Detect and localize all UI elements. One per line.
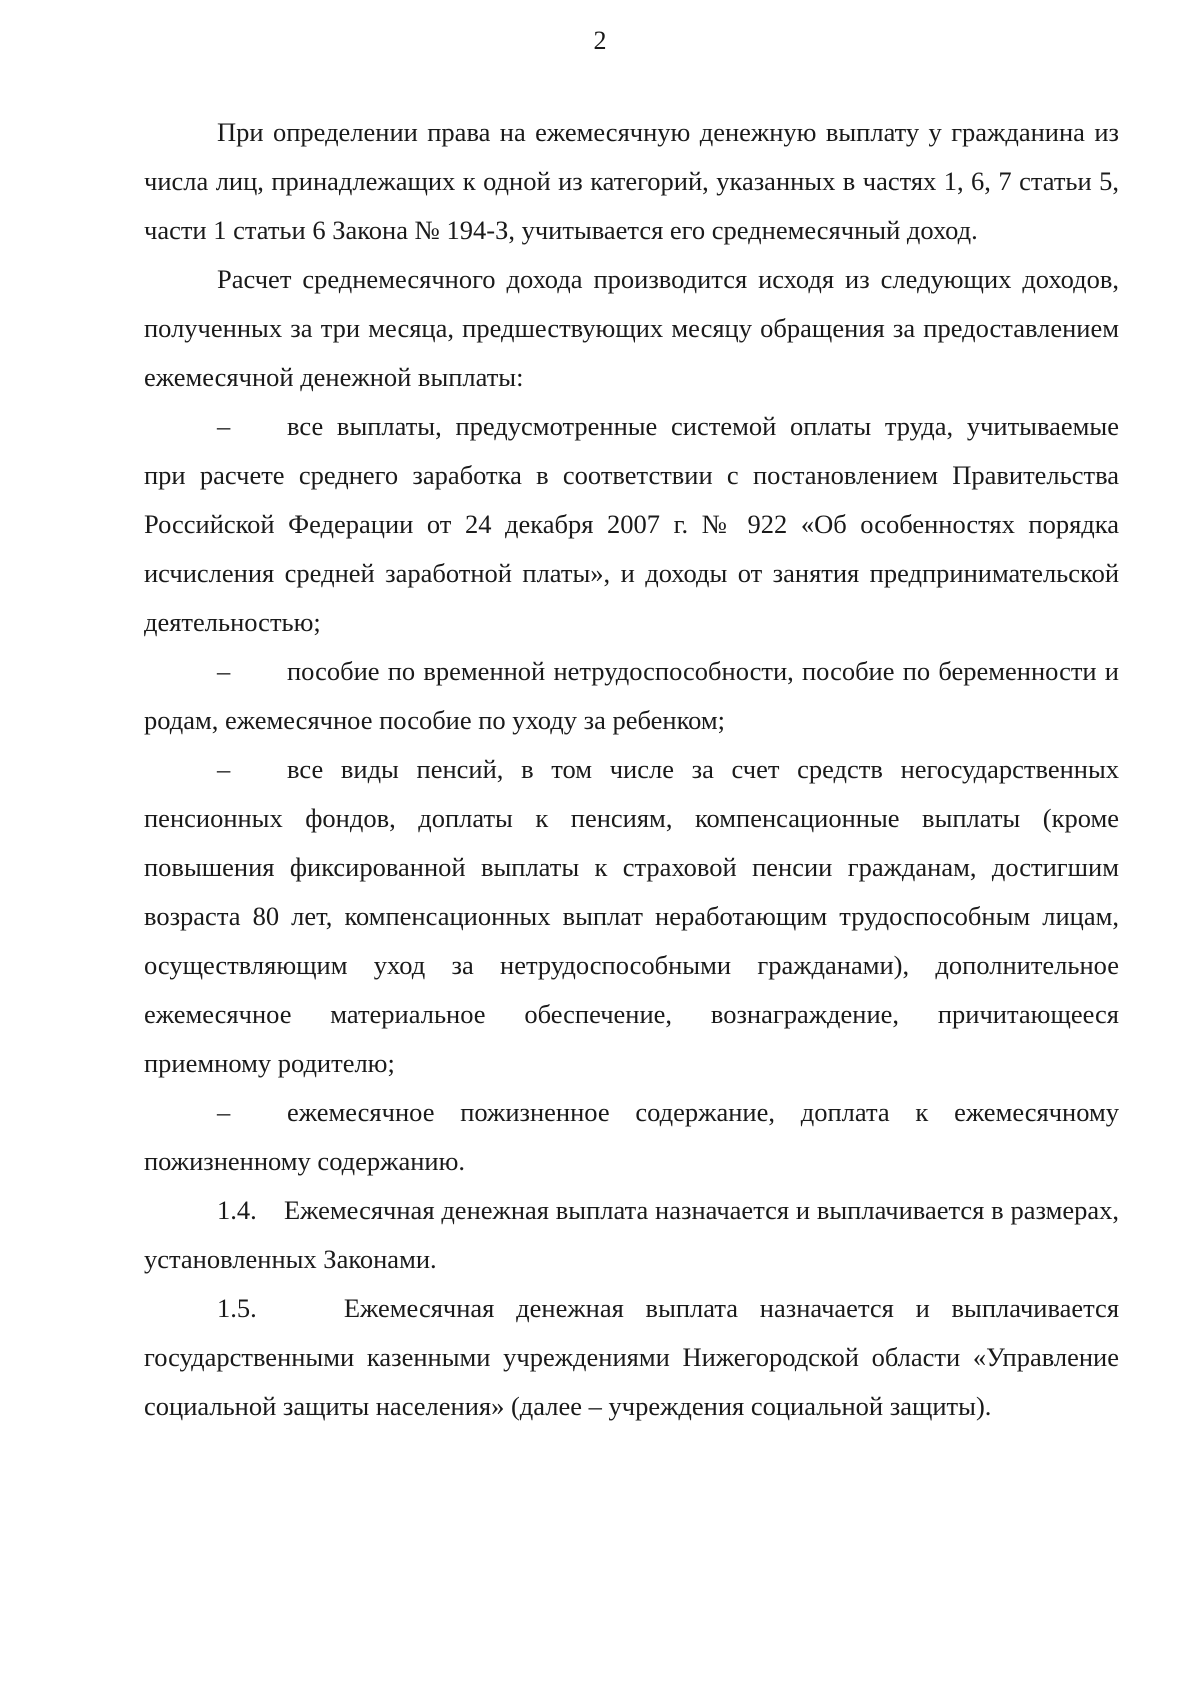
section-1-5 [144, 1284, 1119, 1431]
section-number: 1.4. [217, 1195, 257, 1225]
list-item-text: все виды пенсий, в том числе за счет средств негосударственных пенсионных фондов, доплаты к пенсиям, компенсационные выплаты (кроме повышения фиксированной выплаты к страховой пенсии гражданам, достигшим возраста 80 лет, компенсационных выплат неработающим трудоспособным лицам, осуществляющим уход за нетрудоспособными гражданами), дополнительное ежемесячное материальное обеспечение, вознаграждение, причитающееся приемному родителю; [144, 754, 1119, 1078]
paragraph-income-calculation: Расчет среднемесячного дохода производится исходя из следующих доходов, полученных за три месяца, предшествующих месяцу обращения за предоставлением ежемесячной денежной выплаты: [144, 264, 1119, 392]
section-number: 1.5. [217, 1293, 257, 1323]
list-item-text: ежемесячное пожизненное содержание, доплата к ежемесячному пожизненному содержанию. [144, 1097, 1119, 1176]
dash-marker: – [217, 1097, 231, 1127]
dash-marker: – [217, 411, 231, 441]
page-number: 2 [593, 26, 607, 55]
section-text: Ежемесячная денежная выплата назначается и выплачивается в размерах, установленных Законами. [144, 1195, 1119, 1274]
dash-marker: – [217, 754, 231, 784]
list-item [144, 745, 1119, 1088]
document-body [144, 108, 1119, 1431]
list-item [144, 1088, 1119, 1186]
section-text: Ежемесячная денежная выплата назначается и выплачивается государственными казенными учреждениями Нижегородской области «Управление социальной защиты населения» (далее – учреждения социальной защиты). [144, 1293, 1120, 1421]
list-item [144, 402, 1119, 647]
list-item-text: все выплаты, предусмотренные системой оплаты труда, учитываемые при расчете среднего заработка в соответствии с постановлением Правительства Российской Федерации от 24 декабря 2007 г. № 922 «Об особенностях порядка исчисления средней заработной платы», и доходы от занятия предпринимательской деятельностью; [144, 411, 1119, 637]
list-item-text: пособие по временной нетрудоспособности, пособие по беременности и родам, ежемесячное пособие по уходу за ребенком; [144, 656, 1119, 735]
paragraph-income-rule: При определении права на ежемесячную денежную выплату у гражданина из числа лиц, принадлежащих к одной из категорий, указанных в частях 1, 6, 7 статьи 5, части 1 статьи 6 Закона № 194-З, учитывается его среднемесячный доход. [144, 117, 1119, 245]
dash-marker: – [217, 656, 231, 686]
section-1-4 [144, 1186, 1119, 1284]
list-item [144, 647, 1119, 745]
